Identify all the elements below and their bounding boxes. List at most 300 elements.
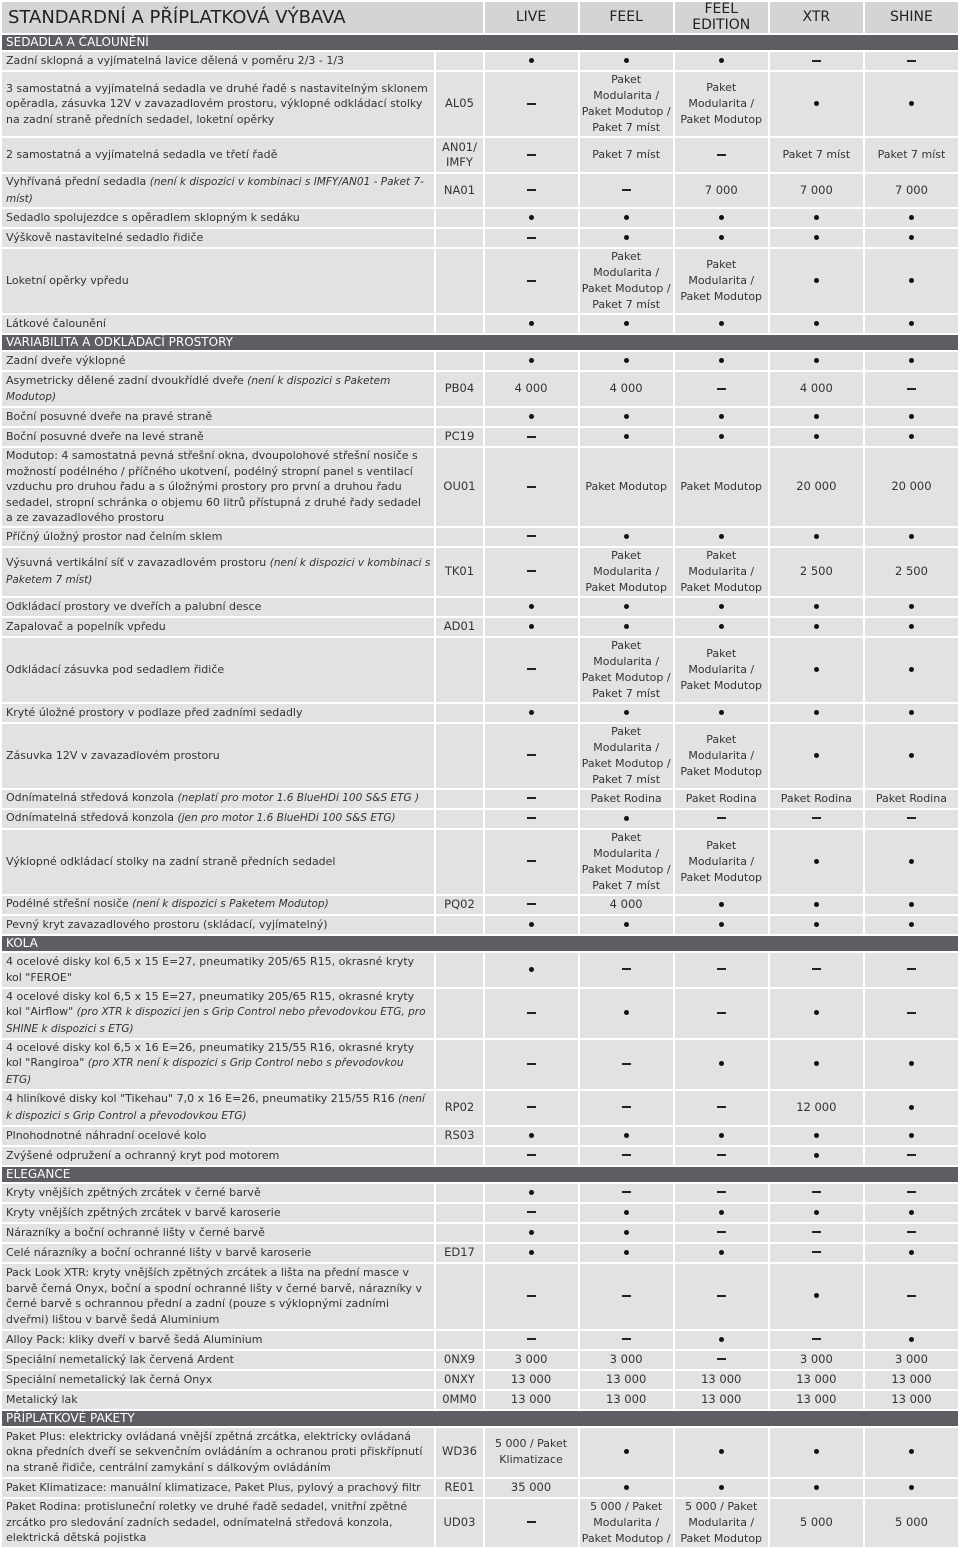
table-row [2, 249, 958, 313]
not-available-dash-icon [527, 103, 536, 105]
value-xtr [770, 315, 863, 333]
value-xtr [770, 724, 863, 788]
not-available-dash-icon [527, 486, 536, 488]
option-code [436, 989, 482, 1038]
value-xtr: 3 000 [770, 1351, 863, 1369]
feature-description [2, 1091, 434, 1125]
value-feel [580, 704, 673, 722]
standard-dot-icon [624, 1230, 629, 1235]
feature-description [2, 830, 434, 894]
standard-dot-icon [719, 624, 724, 629]
table-row [2, 1184, 958, 1202]
value-live [485, 1040, 578, 1089]
not-available-dash-icon [717, 968, 726, 970]
standard-dot-icon [909, 624, 914, 629]
feature-note: (není k dispozici v kombinaci s Paketem 7 míst) [6, 557, 431, 586]
value-xtr [770, 1479, 863, 1497]
feature-label: Pack Look XTR: kryty vnějších zpětných zrcátek a lišta na přední masce v barvě černá Onyx, boční a spodní ochranné lišty v černé barvě, nárazníky v černé barvě s ochrannou přední a zadní (pouze s výklopnými zadními dveřmi) lištou v barvě šedá Aluminium [6, 1266, 423, 1326]
not-available-dash-icon [527, 189, 536, 191]
value-feel [580, 916, 673, 934]
not-available-dash-icon [812, 1251, 821, 1253]
value-xtr [770, 830, 863, 894]
value-feel-edition [675, 1331, 768, 1349]
value-shine [865, 1184, 958, 1202]
section-title: VARIABILITA A ODKLÁDACÍ PROSTORY [2, 335, 958, 350]
value-feel-edition [675, 953, 768, 987]
standard-dot-icon [909, 414, 914, 419]
table-header [2, 2, 958, 33]
feature-description [2, 548, 434, 596]
value-feel [580, 315, 673, 333]
feature-label: Podélné střešní nosiče [6, 897, 129, 911]
value-xtr [770, 1184, 863, 1202]
not-available-dash-icon [527, 1295, 536, 1297]
value-xtr [770, 810, 863, 828]
value-live [485, 618, 578, 636]
value-shine [865, 810, 958, 828]
table-row [2, 810, 958, 828]
standard-dot-icon [624, 58, 629, 63]
value-xtr: Paket 7 míst [770, 138, 863, 172]
feature-description [2, 1331, 434, 1349]
value-feel-edition [675, 704, 768, 722]
variant-header-xtr: XTR [770, 2, 863, 33]
value-feel-edition [675, 598, 768, 616]
table-row [2, 428, 958, 446]
not-available-dash-icon [527, 1338, 536, 1340]
value-live [485, 1224, 578, 1242]
value-xtr [770, 1147, 863, 1165]
value-shine: 5 000 [865, 1499, 958, 1547]
standard-dot-icon [909, 1061, 914, 1066]
value-xtr [770, 618, 863, 636]
value-feel [580, 618, 673, 636]
value-live [485, 448, 578, 526]
feature-description [2, 1371, 434, 1389]
standard-dot-icon [529, 624, 534, 629]
feature-description [2, 810, 434, 828]
value-xtr [770, 1331, 863, 1349]
option-code [436, 598, 482, 616]
value-shine: 20 000 [865, 448, 958, 526]
value-shine [865, 916, 958, 934]
feature-note: (není k dispozici s Paketem Modutop) [6, 374, 391, 403]
table-row [2, 138, 958, 172]
standard-dot-icon [719, 321, 724, 326]
value-feel-edition [675, 1204, 768, 1222]
option-code [436, 229, 482, 247]
standard-dot-icon [909, 101, 914, 106]
value-shine [865, 249, 958, 313]
value-live [485, 428, 578, 446]
value-shine: 3 000 [865, 1351, 958, 1369]
table-row [2, 1351, 958, 1369]
option-code: PC19 [436, 428, 482, 446]
standard-dot-icon [624, 624, 629, 629]
value-feel-edition [675, 1224, 768, 1242]
feature-label: Výklopné odkládací stolky na zadní straně předních sedadel [6, 854, 336, 868]
option-code [436, 408, 482, 426]
value-shine [865, 408, 958, 426]
standard-dot-icon [624, 358, 629, 363]
value-feel-edition [675, 1040, 768, 1089]
value-xtr [770, 528, 863, 546]
value-feel-edition [675, 1479, 768, 1497]
value-feel-edition [675, 1184, 768, 1202]
table-row [2, 916, 958, 934]
feature-description [2, 1479, 434, 1497]
value-xtr: 20 000 [770, 448, 863, 526]
value-feel: 13 000 [580, 1391, 673, 1409]
value-shine [865, 618, 958, 636]
standard-dot-icon [624, 534, 629, 539]
option-code: 0MM0 [436, 1391, 482, 1409]
feature-description [2, 638, 434, 702]
value-shine [865, 724, 958, 788]
table-row [2, 1244, 958, 1262]
feature-label: Odnímatelná středová konzola [6, 791, 175, 805]
value-live [485, 352, 578, 370]
value-live [485, 916, 578, 934]
not-available-dash-icon [907, 1191, 916, 1193]
standard-dot-icon [719, 58, 724, 63]
standard-dot-icon [814, 1449, 819, 1454]
value-feel-edition: Paket Modularita / Paket Modutop [675, 724, 768, 788]
option-code [436, 52, 482, 70]
standard-dot-icon [719, 358, 724, 363]
standard-dot-icon [529, 58, 534, 63]
feature-description [2, 916, 434, 934]
standard-dot-icon [909, 1105, 914, 1110]
not-available-dash-icon [812, 817, 821, 819]
value-xtr [770, 953, 863, 987]
feature-description [2, 1244, 434, 1262]
value-feel [580, 1428, 673, 1477]
value-feel [580, 428, 673, 446]
standard-dot-icon [909, 358, 914, 363]
value-live [485, 1244, 578, 1262]
section-header [2, 936, 958, 951]
not-available-dash-icon [717, 1295, 726, 1297]
value-shine [865, 209, 958, 227]
feature-label: Speciální nemetalický lak červená Ardent [6, 1352, 234, 1366]
value-feel-edition [675, 1264, 768, 1329]
standard-dot-icon [529, 1190, 534, 1195]
table-row [2, 52, 958, 70]
standard-dot-icon [529, 604, 534, 609]
table-row [2, 1428, 958, 1477]
value-feel-edition [675, 209, 768, 227]
variant-header-live: LIVE [485, 2, 578, 33]
table-row [2, 548, 958, 596]
standard-dot-icon [909, 604, 914, 609]
not-available-dash-icon [527, 535, 536, 537]
standard-dot-icon [909, 534, 914, 539]
value-live [485, 52, 578, 70]
feature-description [2, 1428, 434, 1477]
value-xtr [770, 229, 863, 247]
value-live [485, 1127, 578, 1145]
value-shine [865, 638, 958, 702]
not-available-dash-icon [527, 436, 536, 438]
value-feel [580, 598, 673, 616]
feature-description [2, 1127, 434, 1145]
standard-dot-icon [814, 859, 819, 864]
value-xtr [770, 704, 863, 722]
feature-description [2, 1224, 434, 1242]
value-shine: 7 000 [865, 174, 958, 207]
not-available-dash-icon [812, 968, 821, 970]
standard-dot-icon [529, 215, 534, 220]
value-feel-edition [675, 352, 768, 370]
value-live: 3 000 [485, 1351, 578, 1369]
feature-description [2, 174, 434, 207]
value-xtr: 7 000 [770, 174, 863, 207]
table-row [2, 953, 958, 987]
feature-description [2, 448, 434, 526]
standard-dot-icon [529, 1230, 534, 1235]
feature-label: Zvýšené odpružení a ochranný kryt pod motorem [6, 1148, 280, 1162]
value-feel: Paket Modularita / Paket Modutop / Paket 7 míst [580, 830, 673, 894]
table-row [2, 174, 958, 207]
value-shine [865, 1244, 958, 1262]
value-feel: 4 000 [580, 372, 673, 406]
value-xtr: 12 000 [770, 1091, 863, 1125]
value-xtr [770, 52, 863, 70]
value-live [485, 1184, 578, 1202]
standard-dot-icon [624, 235, 629, 240]
value-feel [580, 1331, 673, 1349]
value-shine [865, 1127, 958, 1145]
standard-dot-icon [624, 604, 629, 609]
value-shine [865, 52, 958, 70]
option-code: WD36 [436, 1428, 482, 1477]
feature-label: Odkládací zásuvka pod sedadlem řidiče [6, 662, 225, 676]
standard-dot-icon [909, 278, 914, 283]
standard-dot-icon [529, 358, 534, 363]
value-feel-edition: 5 000 / Paket Modularita / Paket Modutop [675, 1499, 768, 1547]
feature-label: Výškově nastavitelné sedadlo řidiče [6, 231, 204, 245]
value-live [485, 830, 578, 894]
value-xtr [770, 638, 863, 702]
standard-dot-icon [814, 1133, 819, 1138]
value-feel-edition: Paket Modularita / Paket Modutop [675, 548, 768, 596]
not-available-dash-icon [907, 1231, 916, 1233]
value-feel-edition [675, 1091, 768, 1125]
value-feel: 3 000 [580, 1351, 673, 1369]
not-available-dash-icon [907, 1154, 916, 1156]
standard-dot-icon [909, 1449, 914, 1454]
value-live: 5 000 / Paket Klimatizace [485, 1428, 578, 1477]
feature-description [2, 72, 434, 136]
standard-dot-icon [529, 1133, 534, 1138]
option-code [436, 916, 482, 934]
table-row [2, 638, 958, 702]
table-row [2, 229, 958, 247]
option-code: PQ02 [436, 896, 482, 914]
table-row [2, 1091, 958, 1125]
value-feel-edition: 13 000 [675, 1371, 768, 1389]
standard-dot-icon [814, 1153, 819, 1158]
not-available-dash-icon [812, 1338, 821, 1340]
value-shine [865, 528, 958, 546]
standard-dot-icon [909, 434, 914, 439]
feature-description [2, 352, 434, 370]
standard-dot-icon [624, 1210, 629, 1215]
value-shine: 13 000 [865, 1371, 958, 1389]
feature-label: Asymetricky dělené zadní dvoukřídlé dveře [6, 373, 244, 387]
feature-label: 4 ocelové disky kol 6,5 x 16 E=26, pneumatiky 215/55 R16, okrasné kryty kol "Rangiroa" [6, 1040, 415, 1070]
value-feel-edition [675, 408, 768, 426]
feature-label: Loketní opěrky vpředu [6, 274, 129, 288]
value-feel-edition [675, 1147, 768, 1165]
feature-description [2, 618, 434, 636]
feature-label: 2 samostatná a vyjímatelná sedadla ve třetí řadě [6, 148, 278, 162]
not-available-dash-icon [527, 1154, 536, 1156]
not-available-dash-icon [717, 1231, 726, 1233]
standard-dot-icon [909, 667, 914, 672]
standard-dot-icon [529, 967, 534, 972]
value-live [485, 724, 578, 788]
standard-dot-icon [814, 624, 819, 629]
value-shine [865, 704, 958, 722]
value-xtr: 13 000 [770, 1371, 863, 1389]
standard-dot-icon [909, 922, 914, 927]
equipment-table-body [2, 2, 958, 1547]
standard-dot-icon [719, 604, 724, 609]
value-shine [865, 229, 958, 247]
option-code [436, 1147, 482, 1165]
standard-dot-icon [909, 902, 914, 907]
feature-description [2, 138, 434, 172]
standard-dot-icon [719, 1337, 724, 1342]
value-feel-edition [675, 810, 768, 828]
value-feel-edition: Paket Modutop [675, 448, 768, 526]
value-shine [865, 1040, 958, 1089]
value-feel-edition [675, 229, 768, 247]
value-live: 35 000 [485, 1479, 578, 1497]
standard-dot-icon [814, 1061, 819, 1066]
value-shine [865, 1224, 958, 1242]
feature-note: (není k dispozici s Grip Control a převodovkou ETG) [6, 1093, 425, 1122]
table-row [2, 372, 958, 406]
value-feel-edition [675, 372, 768, 406]
value-feel-edition [675, 1127, 768, 1145]
feature-description [2, 408, 434, 426]
value-feel [580, 953, 673, 987]
value-feel: Paket Modularita / Paket Modutop / Paket 7 míst [580, 724, 673, 788]
value-xtr: 2 500 [770, 548, 863, 596]
option-code [436, 1204, 482, 1222]
not-available-dash-icon [622, 189, 631, 191]
not-available-dash-icon [527, 237, 536, 239]
feature-label: Celé nárazníky a boční ochranné lišty v barvě karoserie [6, 1245, 312, 1259]
value-feel [580, 229, 673, 247]
value-feel [580, 528, 673, 546]
value-live [485, 1204, 578, 1222]
value-live [485, 790, 578, 808]
value-live [485, 598, 578, 616]
feature-description [2, 724, 434, 788]
not-available-dash-icon [527, 797, 536, 799]
value-live: 4 000 [485, 372, 578, 406]
feature-label: Boční posuvné dveře na levé straně [6, 430, 204, 444]
value-feel [580, 1091, 673, 1125]
feature-description [2, 249, 434, 313]
value-shine [865, 372, 958, 406]
value-shine [865, 1428, 958, 1477]
section-title: PŘÍPLATKOVÉ PAKETY [2, 1411, 958, 1426]
standard-dot-icon [719, 1449, 724, 1454]
standard-dot-icon [624, 710, 629, 715]
value-feel-edition [675, 618, 768, 636]
value-shine [865, 830, 958, 894]
standard-dot-icon [909, 753, 914, 758]
standard-dot-icon [529, 1250, 534, 1255]
not-available-dash-icon [907, 1012, 916, 1014]
table-row [2, 989, 958, 1038]
option-code [436, 315, 482, 333]
standard-dot-icon [719, 922, 724, 927]
value-feel [580, 1264, 673, 1329]
not-available-dash-icon [622, 1191, 631, 1193]
table-row [2, 1147, 958, 1165]
feature-label: Paket Klimatizace: manuální klimatizace, Paket Plus, pylový a prachový filtr [6, 1480, 421, 1494]
feature-label: Látkové čalounění [6, 317, 106, 331]
value-feel [580, 1040, 673, 1089]
standard-dot-icon [624, 1485, 629, 1490]
value-shine [865, 1479, 958, 1497]
option-code [436, 638, 482, 702]
value-feel-edition: Paket Modularita / Paket Modutop [675, 830, 768, 894]
standard-dot-icon [624, 1250, 629, 1255]
standard-dot-icon [624, 414, 629, 419]
value-live [485, 408, 578, 426]
value-feel [580, 810, 673, 828]
value-feel: Paket Modularita / Paket Modutop / Paket 7 míst [580, 72, 673, 136]
option-code: 0NX9 [436, 1351, 482, 1369]
feature-label: Zadní sklopná a vyjímatelná lavice dělená v poměru 2/3 - 1/3 [6, 54, 345, 68]
standard-dot-icon [814, 1210, 819, 1215]
feature-label: 4 hliníkové disky kol "Tikehau" 7,0 x 16 E=26, pneumatiky 215/55 R16 [6, 1092, 395, 1105]
value-live [485, 1147, 578, 1165]
feature-description [2, 1351, 434, 1369]
table-row [2, 724, 958, 788]
value-shine [865, 72, 958, 136]
table-row [2, 352, 958, 370]
standard-dot-icon [624, 321, 629, 326]
standard-dot-icon [814, 321, 819, 326]
not-available-dash-icon [717, 1191, 726, 1193]
value-feel [580, 1244, 673, 1262]
feature-description [2, 1264, 434, 1329]
standard-dot-icon [909, 235, 914, 240]
value-feel-edition [675, 52, 768, 70]
feature-description [2, 1499, 434, 1547]
table-row [2, 1391, 958, 1409]
table-row [2, 1204, 958, 1222]
standard-dot-icon [814, 414, 819, 419]
option-code: OU01 [436, 448, 482, 526]
value-live [485, 209, 578, 227]
not-available-dash-icon [907, 1295, 916, 1297]
value-xtr [770, 1244, 863, 1262]
not-available-dash-icon [717, 154, 726, 156]
not-available-dash-icon [527, 903, 536, 905]
feature-note: (pro XTR není k dispozici s Grip Control nebo s převodovkou ETG) [6, 1057, 404, 1086]
option-code [436, 953, 482, 987]
not-available-dash-icon [717, 1012, 726, 1014]
